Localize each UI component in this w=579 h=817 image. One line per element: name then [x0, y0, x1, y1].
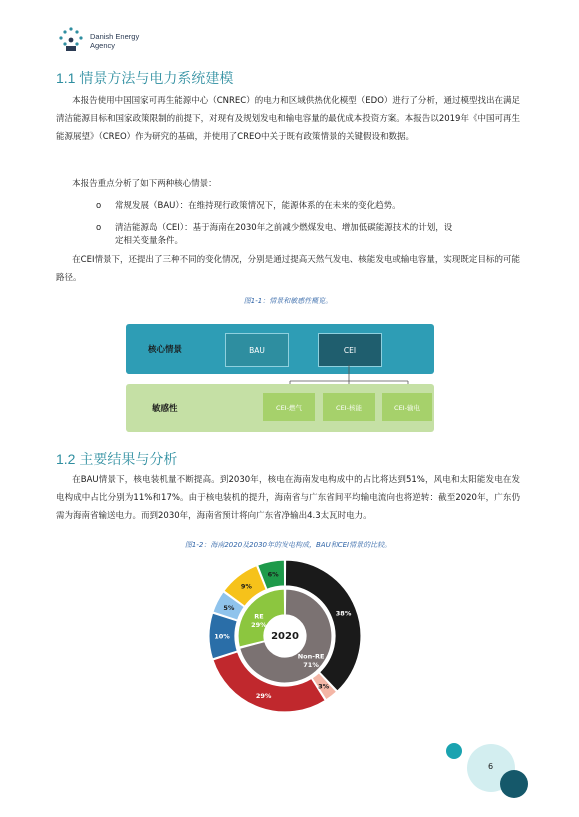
- sensitivity-gas-label: CEI-燃气: [276, 403, 302, 412]
- sensitivity-nuclear-label: CEI-核能: [336, 403, 362, 412]
- bullet-marker: o: [96, 223, 102, 233]
- outer-ring-label: 3%: [318, 682, 330, 691]
- sensitivity-nuclear-node: [323, 393, 375, 421]
- crown-dots-icon: [56, 26, 86, 56]
- inner-ring-label: RE: [254, 612, 264, 621]
- cei-label: CEI: [343, 345, 357, 355]
- generation-mix-donut-chart: [200, 558, 370, 718]
- org-name-line1: Danish Energy: [90, 32, 140, 41]
- bullet-item-cei-line1: 清洁能源岛（CEI）：基于海南在2030年之前减少燃煤发电、增加低碳能源技术的计划，设: [115, 223, 453, 233]
- figure1-caption: 图1-1：情景和敏感性概览。: [243, 297, 333, 305]
- inner-ring-pct-label: 29%: [251, 620, 267, 629]
- teal-dot-decoration: [446, 743, 462, 759]
- figure2-caption: 图1-2：海南2020及2030年的发电构成，BAU和CEI情景的比较。: [184, 541, 392, 549]
- dark-circle-decoration: [500, 770, 528, 798]
- agency-logo: [56, 26, 176, 56]
- donut-center-label: 2020: [271, 631, 299, 642]
- section1-paragraph1: 本报告使用中国国家可再生能源中心（CNREC）的电力和区域供热优化模型（EDO）进行了分析，通过模型找出在满足清洁能源目标和国家政策限制的前提下，对现有及规划发电和输电容量的最优成本投资方案。本报告以2019年《中国可再生能源展望》（CREO）作为研究的基础，并使用了CREO中关于既有政策情景的关键假设和数据。: [56, 96, 520, 142]
- bullet-marker: o: [96, 201, 102, 211]
- outer-ring-label: 29%: [255, 691, 272, 700]
- sensitivity-label: 敏感性: [152, 404, 178, 414]
- outer-ring-label: 5%: [223, 603, 235, 612]
- inner-ring-pct-label: 71%: [303, 661, 319, 670]
- org-name-line2: Agency: [90, 41, 116, 50]
- outer-ring-label: 6%: [267, 570, 279, 579]
- page-number: 6: [488, 762, 494, 771]
- sensitivity-grid-label: CEI-输电: [394, 403, 420, 412]
- scenario-diagram: [126, 324, 434, 434]
- outer-ring-label: 38%: [335, 609, 352, 618]
- section1-paragraph2: 本报告重点分析了如下两种核心情景：: [72, 179, 217, 189]
- section1-paragraph3: 在CEI情景下，还提出了三种不同的变化情况，分别是通过提高天然气发电、核能发电或输电容量，实现既定目标的可能路径。: [56, 255, 520, 283]
- section2-paragraph1: 在BAU情景下，核电装机量不断提高。到2030年，核电在海南发电构成中的占比将达到51%，风电和太阳能发电在发电构成中占比分别为11%和17%。由于核电装机的提升，海南省与广东省间平均输电流向也将逆转：截至2020年，广东仍需为海南省输送电力。而到2030年，海南省预计将向广东省净输出4.3太瓦时电力。: [56, 475, 520, 521]
- bullet-item-bau: 常规发展（BAU）：在维持现行政策情况下，能源体系的在未来的变化趋势。: [115, 201, 401, 211]
- inner-ring-label: Non-RE: [297, 652, 325, 661]
- bau-label: BAU: [249, 345, 265, 355]
- outer-ring-label: 9%: [240, 582, 252, 591]
- section-title-1-1: 1.1 情景方法与电力系统建模: [56, 70, 234, 86]
- outer-ring-label: 10%: [214, 632, 230, 641]
- bullet-item-cei-line2: 定相关变量条件。: [115, 236, 184, 246]
- sensitivity-grid-node: [382, 393, 432, 421]
- sensitivity-gas-node: [263, 393, 315, 421]
- footer-decoration: [440, 735, 540, 805]
- section-title-1-2: 1.2 主要结果与分析: [56, 451, 178, 467]
- core-scenario-label: 核心情景: [148, 345, 183, 355]
